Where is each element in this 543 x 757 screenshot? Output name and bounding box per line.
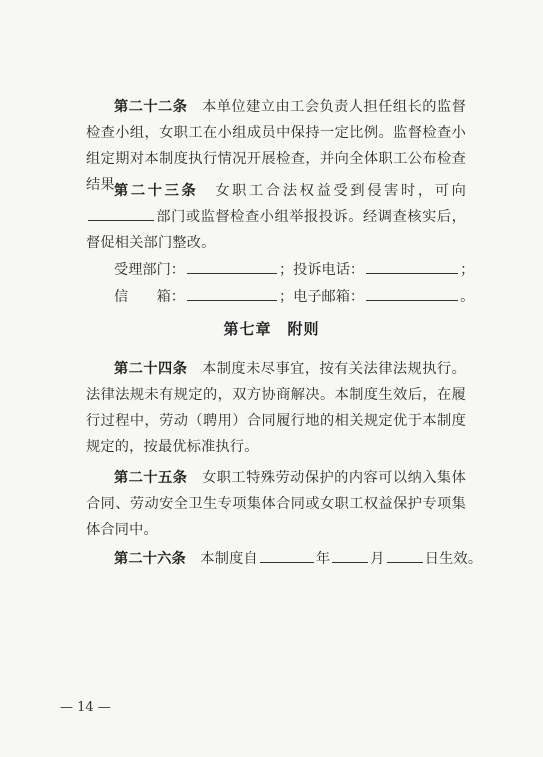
contact-line-2 [114, 284, 474, 310]
article-26-heading: 第二十六条 [114, 551, 186, 567]
phone-label: 投诉电话： [293, 262, 365, 278]
day-effective-label: 日生效。 [424, 551, 483, 567]
email-label: 电子邮箱： [293, 289, 365, 305]
dept-label: 受理部门： [114, 262, 185, 278]
day-blank[interactable] [387, 546, 423, 563]
chapter-7-title: 第七章 附则 [223, 320, 320, 338]
article-23 [86, 178, 466, 256]
month-blank[interactable] [332, 546, 368, 563]
period: 。 [460, 289, 475, 305]
article-25-text: 女职工特殊劳动保护的内容可以纳入集体合同、劳动安全卫生专项集体合同或女职工权益保护专项集体合同中。 [86, 470, 466, 538]
article-23-text-before: 女职工合法权益受到侵害时，可向 [215, 183, 466, 199]
article-25 [86, 465, 466, 543]
dept-blank[interactable] [187, 257, 277, 274]
mail-label: 信 箱： [114, 289, 185, 305]
article-22-text: 本单位建立由工会负责人担任组长的监督检查小组，女职工在小组成员中保持一定比例。监督检查小组定期对本制度执行情况开展检查，并向全体职工公布检查结果。 [86, 99, 466, 193]
article-24 [86, 356, 466, 460]
phone-blank[interactable] [366, 257, 458, 274]
year-label: 年 [315, 551, 331, 567]
article-25-heading: 第二十五条 [114, 470, 188, 486]
department-blank[interactable] [88, 204, 154, 221]
article-23-text-after: 部门或监督检查小组举报投诉。经调查核实后，督促相关部门整改。 [86, 209, 466, 251]
year-blank[interactable] [260, 546, 314, 563]
article-23-heading: 第二十三条 [114, 183, 199, 199]
page-number: — 14 — [60, 700, 111, 715]
contact-line-1 [114, 257, 474, 283]
separator: ； [278, 289, 294, 305]
separator: ； [460, 262, 475, 278]
article-24-heading: 第二十四条 [114, 361, 188, 377]
separator: ； [278, 262, 294, 278]
article-26 [86, 546, 483, 572]
mail-blank[interactable] [187, 284, 277, 301]
month-label: 月 [370, 551, 385, 567]
email-blank[interactable] [366, 284, 458, 301]
article-26-text: 本制度自 [200, 551, 258, 567]
article-24-text: 本制度未尽事宜，按有关法律法规执行。法律法规未有规定的，双方协商解决。本制度生效后，在履行过程中，劳动（聘用）合同履行地的相关规定优于本制度规定的，按最优标准执行。 [86, 361, 466, 455]
article-22-heading: 第二十二条 [114, 99, 188, 115]
